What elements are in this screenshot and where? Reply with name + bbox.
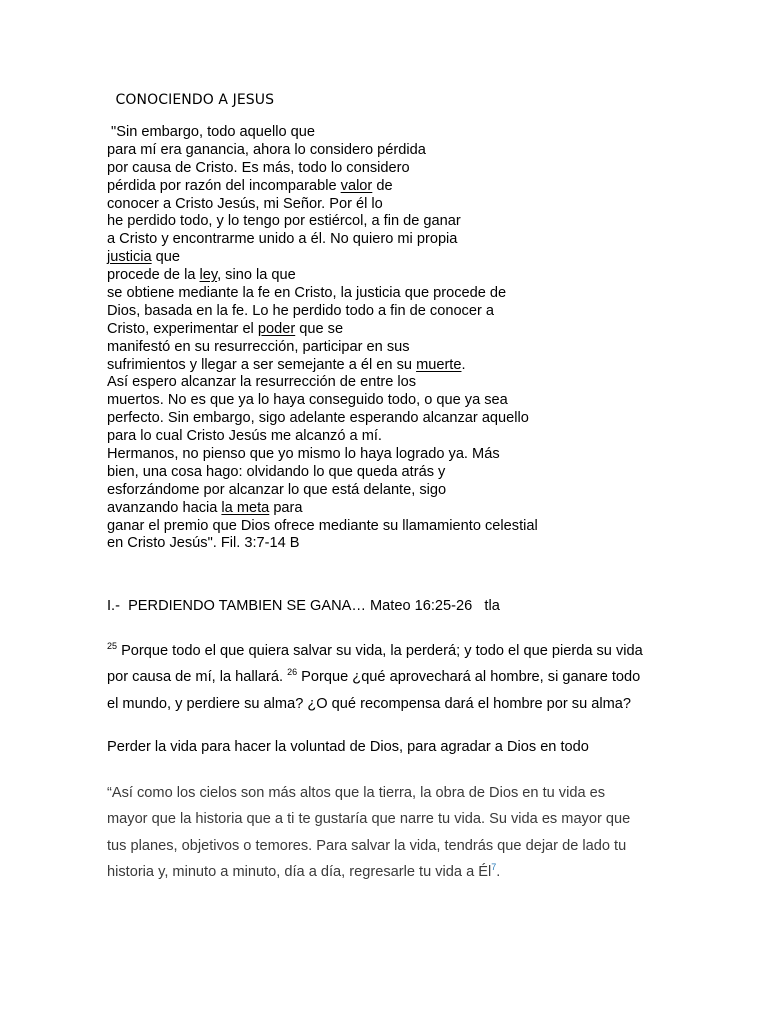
text-line	[107, 428, 538, 446]
text-line	[107, 267, 538, 285]
text-segment: Así espero alcanzar la resurrección de entre los	[107, 374, 417, 391]
text-segment: conocer a Cristo Jesús, mi Señor. Por él lo	[107, 195, 383, 212]
text-segment: ganar el premio que Dios ofrece mediante su llamamiento celestial	[107, 517, 538, 534]
text-segment: el mundo, y perdiere su alma? ¿O qué recompensa dará el hombre por su alma?	[107, 695, 632, 712]
text-line	[107, 664, 677, 690]
text-segment: Hermanos, no pienso que yo mismo lo haya logrado ya. Más	[107, 446, 500, 463]
text-segment: .	[496, 863, 501, 880]
text-segment: se obtiene mediante la fe en Cristo, la justicia que procede de	[107, 285, 507, 302]
text-segment: .	[461, 356, 466, 373]
text-segment: tus planes, objetivos o temores. Para salvar la vida, tendrás que dejar de lado tu	[107, 837, 627, 854]
text-line	[107, 285, 538, 303]
text-line	[107, 213, 538, 231]
text-segment: muertos. No es que ya lo haya conseguido todo, o que ya sea	[107, 392, 508, 409]
text-segment: en Cristo Jesús". Fil. 3:7-14 B	[107, 535, 300, 552]
text-segment: avanzando hacia	[107, 499, 222, 516]
text-segment: sufrimientos y llegar a ser semejante a él en su	[107, 356, 417, 373]
text-line	[107, 249, 538, 267]
reflection-quote	[107, 780, 667, 885]
underlined-word: ley	[199, 267, 218, 284]
text-line	[107, 124, 538, 142]
verse-number: 25	[107, 641, 118, 651]
text-line	[107, 142, 538, 160]
text-segment: a Cristo y encontrarme unido a él. No quiero mi propia	[107, 231, 458, 248]
text-line	[107, 638, 677, 664]
text-line	[107, 339, 538, 357]
underlined-word: la meta	[221, 499, 270, 516]
text-segment: Porque ¿qué aprovechará al hombre, si ganare todo	[297, 669, 641, 686]
text-segment: he perdido todo, y lo tengo por estiércol, a fin de ganar	[107, 213, 461, 230]
verse-number: 7	[491, 861, 497, 872]
text-segment: por causa de mí, la hallará.	[107, 669, 288, 686]
text-segment: , sino la que	[217, 267, 296, 284]
underlined-word: poder	[257, 320, 296, 337]
text-line	[107, 464, 538, 482]
text-line	[107, 482, 538, 500]
text-line	[107, 231, 538, 249]
text-line	[107, 410, 538, 428]
text-line	[107, 780, 667, 806]
text-line	[107, 374, 538, 392]
text-line	[107, 518, 538, 536]
text-segment: "Sin embargo, todo aquello que	[107, 124, 316, 140]
text-segment: que	[151, 249, 181, 266]
text-line	[107, 806, 667, 832]
text-segment: para mí era ganancia, ahora lo considero pérdida	[107, 141, 426, 158]
philippians-quote	[107, 124, 538, 553]
text-line	[107, 178, 538, 196]
text-segment: historia y, minuto a minuto, día a día, regresarle tu vida a Él	[107, 863, 492, 880]
verse-number: 26	[287, 667, 298, 678]
text-segment: perfecto. Sin embargo, sigo adelante esperando alcanzar aquello	[107, 410, 529, 427]
text-line	[107, 446, 538, 464]
text-line	[107, 357, 538, 375]
text-line	[107, 303, 538, 321]
text-segment: Porque todo el que quiera salvar su vida, la perderá; y todo el que pierda su vida	[117, 643, 643, 659]
text-line	[107, 691, 677, 717]
text-segment: esforzándome por alcanzar lo que está delante, sigo	[107, 481, 447, 498]
text-segment: manifestó en su resurrección, participar en sus	[107, 338, 410, 355]
text-segment: de	[372, 177, 393, 194]
text-segment: pérdida por razón del incomparable	[107, 177, 341, 194]
text-segment: Cristo, experimentar el	[107, 320, 258, 337]
section-heading: I.- PERDIENDO TAMBIEN SE GANA… Mateo 16:25-26 tla	[107, 598, 500, 614]
matthew-verse	[107, 638, 677, 717]
text-line	[107, 196, 538, 214]
text-line	[107, 535, 538, 553]
text-segment: procede de la	[107, 267, 200, 284]
text-segment: “Así como los cielos son más altos que la tierra, la obra de Dios en tu vida es	[107, 785, 606, 801]
text-segment: por causa de Cristo. Es más, todo lo considero	[107, 159, 410, 176]
document-title: CONOCIENDO A JESUS	[111, 92, 275, 108]
text-line	[107, 160, 538, 178]
text-line	[107, 859, 667, 885]
text-segment: mayor que la historia que a ti te gustaría que narre tu vida. Su vida es mayor que	[107, 811, 631, 828]
text-segment: bien, una cosa hago: olvidando lo que queda atrás y	[107, 463, 446, 480]
underlined-word: muerte	[416, 356, 462, 373]
text-segment: que se	[295, 320, 344, 337]
text-segment: para lo cual Cristo Jesús me alcanzó a mí.	[107, 428, 382, 445]
text-line	[107, 321, 538, 339]
text-line	[107, 833, 667, 859]
underlined-word: valor	[340, 177, 373, 194]
body-paragraph: Perder la vida para hacer la voluntad de Dios, para agradar a Dios en todo	[107, 739, 589, 755]
underlined-word: justicia	[107, 249, 152, 266]
text-line	[107, 392, 538, 410]
text-segment: Dios, basada en la fe. Lo he perdido todo a fin de conocer a	[107, 302, 495, 319]
text-segment: para	[269, 499, 303, 516]
text-line	[107, 500, 538, 518]
